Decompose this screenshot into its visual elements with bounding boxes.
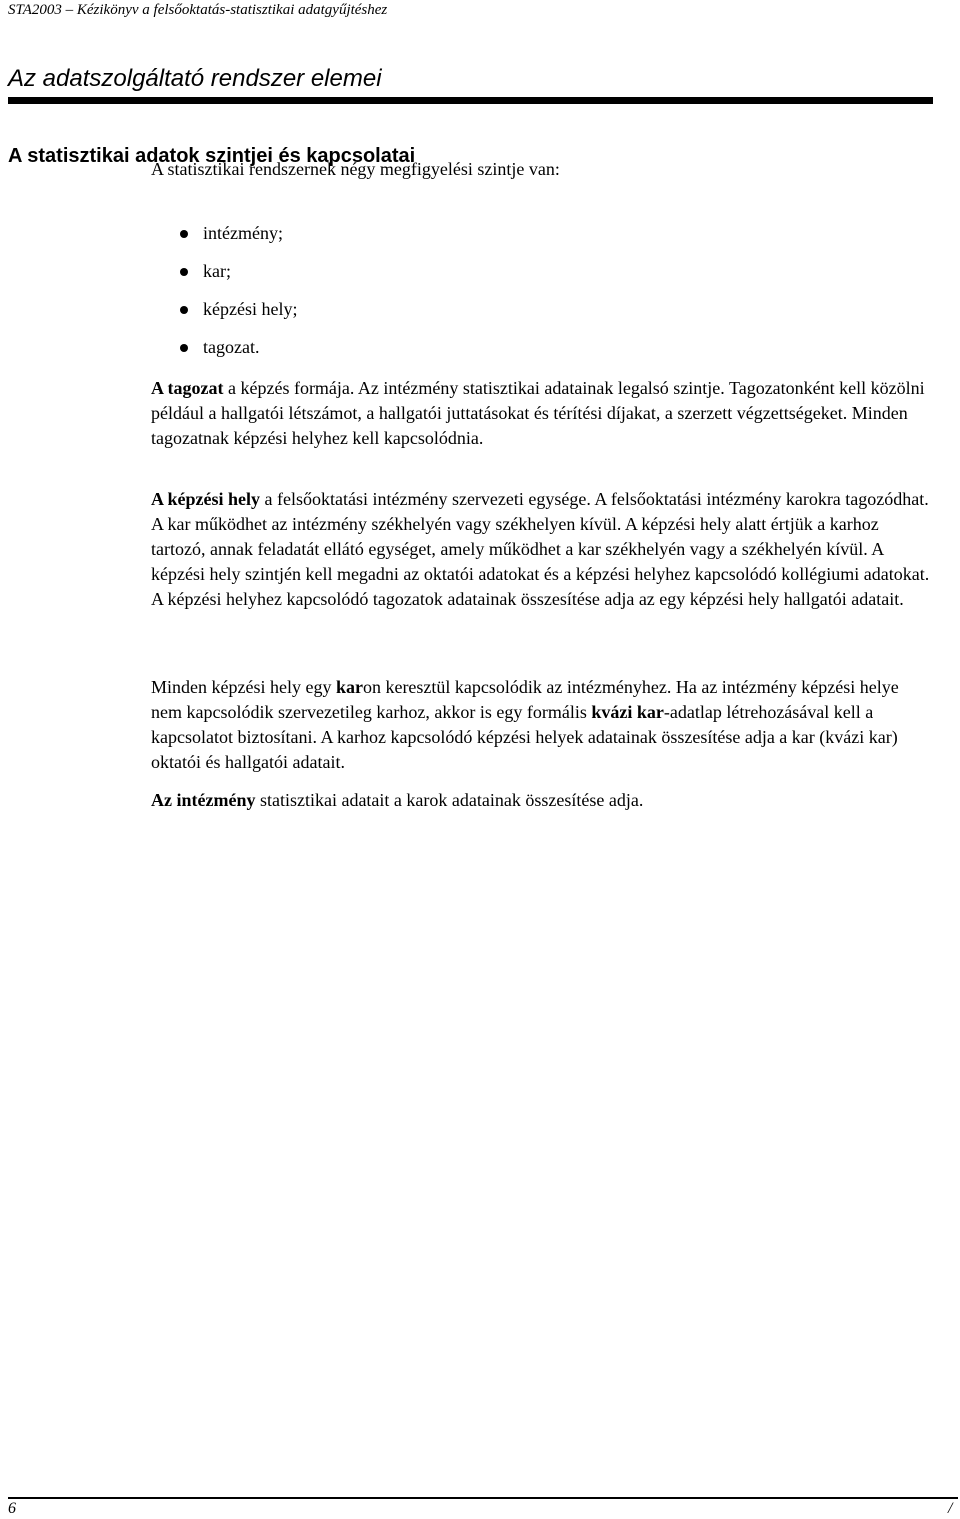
paragraph-body: a képzés formája. Az intézmény statisztikai adatainak legalsó szintje. Tagozatonként kell közölni például a hallgatói létszámot, a hallgatói juttatásokat és térítési díjakat, a szerzett végzettségeket. Minden tagozatnak képzési helyhez kell kapcsolódnia. — [151, 378, 925, 448]
footer-rule — [8, 1497, 958, 1499]
list-item — [151, 297, 297, 335]
chapter-rule — [8, 97, 933, 104]
paragraph-text — [151, 788, 931, 813]
footer-slash: / — [948, 1500, 953, 1517]
paragraph-text — [151, 487, 931, 612]
section-heading: A statisztikai adatok szintjei és kapcsolatai — [8, 145, 416, 167]
bullet-icon — [180, 268, 188, 276]
list-item-label: intézmény; — [203, 223, 283, 243]
page-number: 6 — [8, 1500, 16, 1517]
intro-paragraph — [151, 157, 931, 182]
term-tagozat: A tagozat — [151, 378, 224, 398]
list-item — [151, 221, 297, 259]
paragraph-kepzesi-hely — [151, 487, 931, 612]
paragraph-intezmeny — [151, 788, 931, 813]
paragraph-body: a felsőoktatási intézmény szervezeti egysége. A felsőoktatási intézmény karokra tagozódhat. A kar működhet az intézmény székhelyén vagy székhelyen kívül. A képzési hely alatt értjük a karhoz tartozó, annak feladatát ellátó egységet, amely működhet a kar székhelyén vagy a székhelyén kívül. A képzési hely szintjén kell megadni az oktatói adatokat és a képzési helyhez kapcsolódó kollégiumi adatokat. A képzési helyhez kapcsolódó tagozatok adatainak összesítése adja az egy képzési hely hallgatói adatait. — [151, 489, 930, 609]
paragraph-body: -adatlap létrehozásával kell a kapcsolatot biztosítani. A karhoz kapcsolódó képzési helyek adatainak összesítése adja a kar (kvázi kar) oktatói és hallgatói adatait. — [151, 702, 898, 772]
paragraph-body: on keresztül kapcsolódik az intézményhez. Ha az intézmény képzési helye nem kapcsolódik szervezetileg karhoz, akkor is egy formális — [151, 677, 899, 722]
paragraph-text — [151, 376, 931, 451]
term-kepzesi-hely: A képzési hely — [151, 489, 261, 509]
bullet-icon — [180, 230, 188, 238]
bullet-icon — [180, 306, 188, 314]
paragraph-body: statisztikai adatait a karok adatainak összesítése adja. — [255, 790, 644, 810]
term-kar: kar — [335, 677, 363, 697]
list-item — [151, 259, 297, 297]
paragraph-text — [151, 675, 931, 775]
term-intezmeny: Az intézmény — [151, 790, 256, 810]
list-item-label: tagozat. — [203, 337, 260, 357]
paragraph-body: Minden képzési hely egy — [151, 677, 336, 697]
running-header: STA2003 – Kézikönyv a felsőoktatás-statisztikai adatgyűjtéshez — [8, 2, 388, 18]
chapter-title: Az adatszolgáltató rendszer elemei — [8, 65, 382, 92]
bullet-icon — [180, 344, 188, 352]
intro-text: A statisztikai rendszernek négy megfigyelési szintje van: — [151, 159, 560, 179]
term-kvazi-kar: kvázi kar — [591, 702, 664, 722]
paragraph-tagozat — [151, 376, 931, 451]
levels-list — [151, 221, 297, 373]
paragraph-kar — [151, 675, 931, 775]
list-item-label: képzési hely; — [203, 299, 298, 319]
list-item-label: kar; — [203, 261, 231, 281]
list-item — [151, 335, 297, 373]
